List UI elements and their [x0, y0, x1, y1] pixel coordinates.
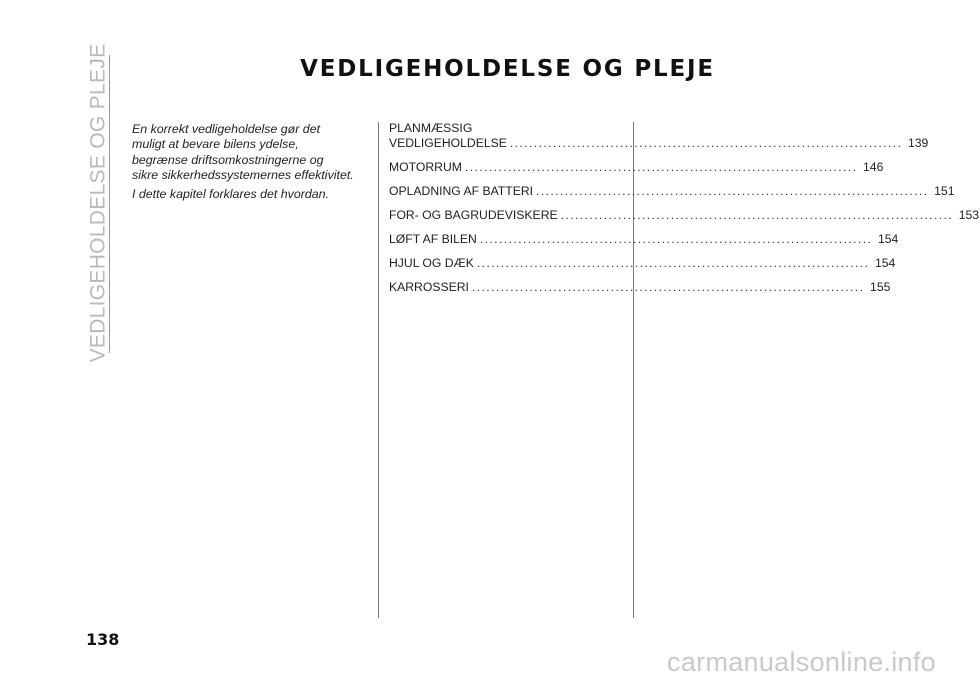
- toc-leader-dots: ..................................................................................: [464, 160, 858, 174]
- toc-line: [389, 136, 929, 151]
- section-side-title: [78, 43, 118, 363]
- toc-line: [389, 280, 891, 295]
- toc-leader-dots: ..................................................................................: [509, 136, 903, 150]
- intro-closing: I dette kapitel forklares det hvordan.: [132, 187, 329, 202]
- toc-entry-battery-charging[interactable]: [389, 184, 955, 199]
- toc-page-number: 153: [958, 208, 979, 222]
- toc-entry-wheels-tyres[interactable]: [389, 256, 896, 271]
- toc-line: [389, 208, 979, 223]
- page-title: VEDLIGEHOLDELSE OG PLEJE: [300, 56, 715, 82]
- toc-page-number: 151: [934, 184, 955, 198]
- toc-leader-dots: ..................................................................................: [476, 256, 870, 270]
- toc-entry-bodywork[interactable]: [389, 280, 891, 295]
- toc-leader-dots: ..................................................................................: [560, 208, 954, 222]
- toc-page-number: 154: [875, 256, 896, 270]
- side-title-text: VEDLIGEHOLDELSE OG PLEJE: [86, 43, 110, 363]
- intro-body: [132, 122, 372, 183]
- intro-line: sikre sikkerhedssystemernes effektivitet.: [132, 167, 354, 182]
- table-of-contents: [389, 121, 979, 304]
- intro-paragraph: [132, 122, 372, 206]
- toc-page-number: 139: [907, 136, 929, 150]
- column-divider-left: [378, 122, 379, 618]
- toc-label: FOR- OG BAGRUDEVISKERE: [389, 208, 558, 222]
- toc-leader-dots: ..................................................................................: [536, 184, 929, 198]
- toc-entry-engine-bay[interactable]: [389, 160, 884, 175]
- toc-page-number: 146: [863, 160, 884, 174]
- toc-line: [389, 256, 896, 271]
- toc-line: [389, 160, 884, 175]
- toc-line: [389, 184, 955, 199]
- toc-label-line1: PLANMÆSSIG: [389, 121, 473, 135]
- intro-line: begrænse driftsomkostningerne og: [132, 152, 324, 167]
- intro-line: muligt at bevare bilens ydelse,: [132, 137, 299, 152]
- toc-label: MOTORRUM: [389, 160, 462, 174]
- toc-entry-maintenance[interactable]: [389, 121, 929, 151]
- watermark: carmanualsonline.info: [667, 647, 936, 677]
- toc-label: OPLADNING AF BATTERI: [389, 184, 534, 198]
- toc-page-number: 155: [870, 280, 891, 294]
- toc-label: LØFT AF BILEN: [389, 232, 477, 246]
- toc-label: KARROSSERI: [389, 280, 469, 294]
- toc-page-number: 154: [877, 232, 899, 246]
- toc-line: [389, 232, 899, 247]
- toc-label: HJUL OG DÆK: [389, 256, 474, 270]
- toc-entry-wipers[interactable]: [389, 208, 979, 223]
- side-divider: [109, 55, 110, 353]
- intro-line: En korrekt vedligeholdelse gør det: [132, 122, 321, 136]
- toc-label: VEDLIGEHOLDELSE: [389, 136, 507, 150]
- toc-leader-dots: ..................................................................................: [479, 232, 873, 246]
- toc-leader-dots: ..................................................................................: [471, 280, 865, 294]
- toc-entry-lifting[interactable]: [389, 232, 899, 247]
- page-number: 138: [86, 630, 120, 649]
